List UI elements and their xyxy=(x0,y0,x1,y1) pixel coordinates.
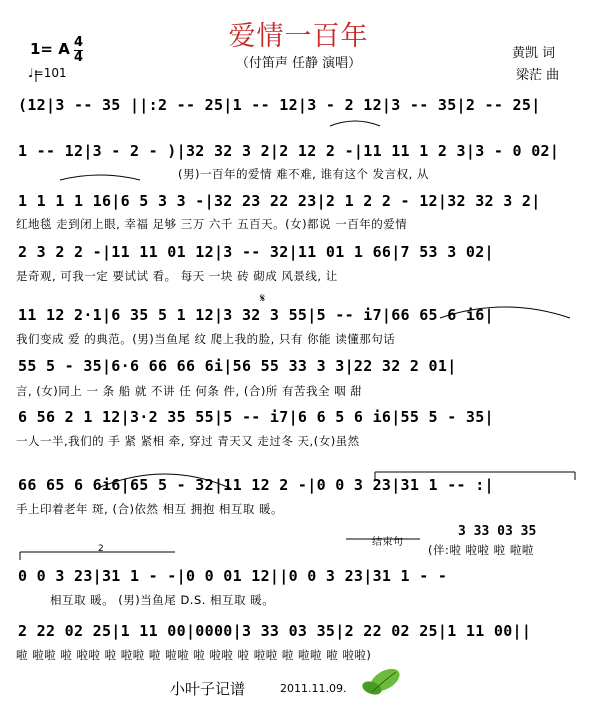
lyric-line-2: (男)一百年的爱情 难不难, 谁有这个 发言权, 从 xyxy=(178,167,429,181)
notation-line-10: 2 22 02 25|1 11 00|0000|3 33 03 35|2 22 02 25|1 11 00|| xyxy=(18,622,532,640)
transcriber-signature: 小叶子记谱 xyxy=(170,680,246,698)
lyric-line-4: 是奇观, 可我一定 要试试 看。 每天 一块 砖 砌成 风景线, 让 xyxy=(16,269,338,283)
ending-marker: 结束句 xyxy=(372,537,404,548)
song-title: 爱情一百年 xyxy=(228,21,369,52)
key-signature: 1= A xyxy=(30,40,70,58)
lyric-line-3: 红地毯 走到闭上眼, 幸福 足够 三万 六千 五百天。(女)都说 一百年的爱情 xyxy=(16,217,408,231)
composer: 梁茫 曲 xyxy=(516,68,560,83)
lyric-line-10: 啦 啦啦 啦 啦啦 啦 啦啦 啦 啦啦 啦 啦啦 啦 啦啦 啦 啦啦 啦 啦啦) xyxy=(16,648,372,662)
volta-number: 2 xyxy=(98,544,104,554)
lyric-line-8: 手上印着老年 斑, (合)依然 相互 拥抱 相互取 暖。 xyxy=(16,502,284,516)
transcription-date: 2011.11.09. xyxy=(280,682,347,695)
lyricist: 黄凯 词 xyxy=(512,46,556,61)
notation-line-1: (12|3 -- 35 ||:2 -- 25|1 -- 12|3 - 2 12|3 -- 35|2 -- 25| xyxy=(18,96,541,114)
tie-arc-3 xyxy=(330,121,380,126)
notation-line-7: 6 56 2 1 12|3·2 35 55|5 -- i7|6 6 5 6 i6|55 5 - 35| xyxy=(18,408,494,426)
notation-line-5: 11 12 2·1|6 35 5 1 12|3 32 3 55|5 -- i7|66 65 6 i6| xyxy=(18,306,494,324)
tempo: ♩=101 xyxy=(28,66,67,80)
tie-arc-1 xyxy=(98,474,230,488)
performers: （付笛声 任静 演唱） xyxy=(235,56,362,71)
notation-line-3: 1 1 1 1 16|6 5 3 3 -|32 23 22 23|2 1 2 2 - 12|32 32 3 2| xyxy=(18,192,541,210)
notation-line-9: 0 0 3 23|31 1 - -|0 0 01 12||0 0 3 23|31 1 - - xyxy=(18,567,448,585)
notation-line-6: 55 5 - 35|6·6 66 66 6i|56 55 33 3 3|22 32 2 01| xyxy=(18,357,457,375)
lyric-line-7: 一人一半,我们的 手 紧 紧相 牵, 穿过 青天又 走过冬 天,(女)虽然 xyxy=(16,434,360,448)
notation-line-2: 1 -- 12|3 - 2 - )|32 32 3 2|2 12 2 -|11 11 1 2 3|3 - 0 02| xyxy=(18,142,560,160)
lyric-line-6: 言, (女)同上 一 条 船 就 不讲 任 何条 件, (合)所 有苦我全 咽 甜 xyxy=(16,384,363,398)
notation-line-4: 2 3 2 2 -|11 11 01 12|3 -- 32|11 01 1 66|7 53 3 02| xyxy=(18,243,494,261)
time-bottom: 4 xyxy=(74,50,84,65)
quarter-note-icon: ♩ xyxy=(28,66,34,80)
time-top: 4 xyxy=(74,35,84,50)
accompaniment-lyric: (伴:啦 啦啦 啦 啦啦 xyxy=(428,543,534,557)
segno-icon: 𝄋 xyxy=(260,291,266,305)
lyric-line-9: 相互取 暖。 (男)当鱼尾 D.S. 相互取 暖。 xyxy=(50,593,275,607)
tie-arc-4 xyxy=(60,175,140,180)
notation-line-8: 66 65 6 6i6|65 5 - 32|11 12 2 -|0 0 3 23|31 1 -- :| xyxy=(18,476,494,494)
tie-arc-2 xyxy=(440,307,570,318)
lyric-line-5: 我们变成 爱 的典范。(男)当鱼尾 纹 爬上我的脸, 只有 你能 读懂那句话 xyxy=(16,332,396,346)
leaf-icon xyxy=(361,664,404,697)
accompaniment-notes: 3 33 03 35 xyxy=(458,524,537,539)
